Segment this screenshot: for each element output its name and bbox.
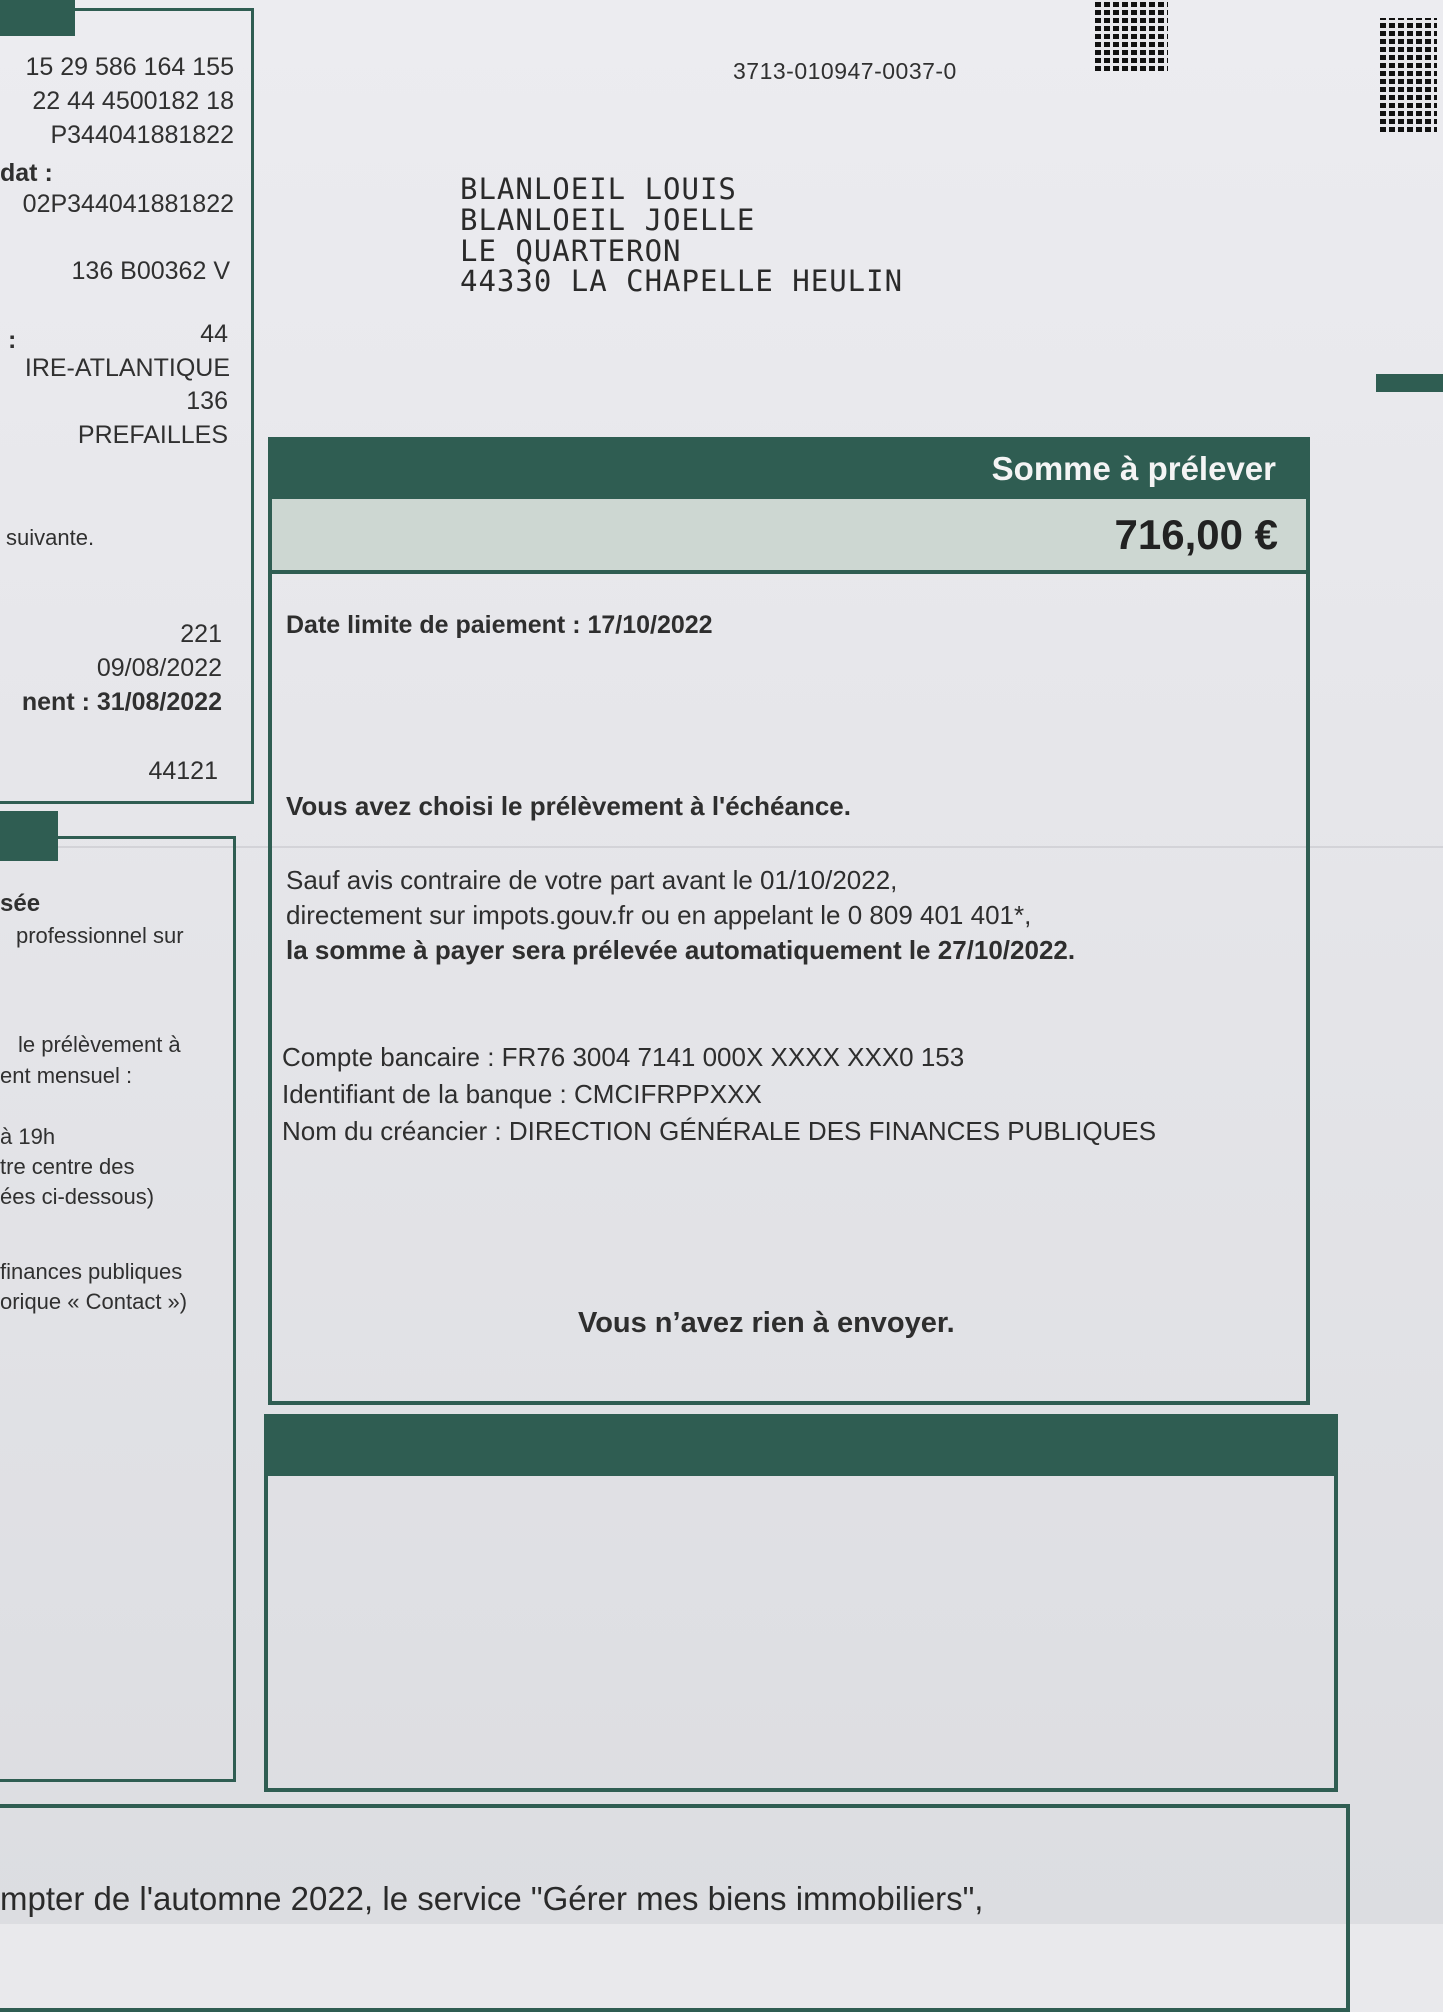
recipient-line-4: 44330 LA CHAPELLE HEULIN: [460, 264, 904, 298]
left-line: P344041881822: [50, 121, 234, 149]
left-lower-line: sée: [0, 890, 41, 917]
recipient-line-3: LE QUARTERON: [460, 234, 682, 268]
left-line: 22 44 4500182 18: [32, 87, 234, 115]
left-line: IRE-ATLANTIQUE: [24, 354, 230, 382]
left-lower-line: tre centre des: [0, 1154, 135, 1179]
qr-code-icon: [1095, 0, 1168, 71]
bank-identifier: Identifiant de la banque : CMCIFRPPXXX: [282, 1079, 762, 1109]
payment-box-header: [272, 441, 1306, 499]
bottom-text: mpter de l'automne 2022, le service "Gérer mes biens immobiliers",: [0, 1880, 984, 1917]
secondary-box-header: [268, 1418, 1334, 1476]
payment-box-title: Somme à prélever: [991, 450, 1276, 487]
margin-marker: [1376, 374, 1443, 392]
left-line: nent : 31/08/2022: [21, 688, 222, 716]
secondary-box: [264, 1414, 1338, 1792]
left-line: 136: [186, 387, 228, 415]
left-lower-line: ent mensuel :: [0, 1063, 133, 1088]
nothing-to-send: Vous n’avez rien à envoyer.: [578, 1307, 955, 1339]
left-line: :: [8, 326, 17, 354]
left-lower-line: orique « Contact »): [0, 1289, 188, 1314]
left-lower-line: professionnel sur: [16, 923, 184, 948]
left-line: 02P344041881822: [22, 190, 234, 218]
left-line: suivante.: [6, 525, 95, 550]
left-line: 44: [200, 320, 228, 348]
amount-value: 716,00 €: [1114, 511, 1278, 558]
bank-account: Compte bancaire : FR76 3004 7141 000X XXXX XXX0 153: [282, 1042, 965, 1072]
notice-line-2: directement sur impots.gouv.fr ou en appelant le 0 809 401 401*,: [286, 900, 1032, 930]
document-reference: 3713-010947-0037-0: [733, 58, 957, 84]
amount-band: [272, 499, 1306, 574]
payment-box: [268, 437, 1310, 1405]
left-line: 09/08/2022: [96, 654, 222, 682]
left-line: PREFAILLES: [77, 421, 228, 449]
recipient-line-2: BLANLOEIL JOELLE: [460, 203, 756, 237]
left-line: 136 B00362 V: [71, 257, 230, 285]
left-lower-line: le prélèvement à: [18, 1032, 181, 1057]
payment-choice: Vous avez choisi le prélèvement à l'échéance.: [286, 791, 851, 821]
recipient-line-1: BLANLOEIL LOUIS: [460, 172, 737, 206]
left-line: dat :: [0, 159, 53, 187]
due-date: Date limite de paiement : 17/10/2022: [286, 611, 713, 639]
left-lower-line: ées ci-dessous): [0, 1184, 155, 1209]
qr-code-icon: [1380, 18, 1437, 132]
notice-line-3: la somme à payer sera prélevée automatiquement le 27/10/2022.: [286, 935, 1076, 965]
left-line: 44121: [148, 757, 218, 785]
left-line: 221: [180, 620, 222, 648]
left-lower-line: à 19h: [0, 1124, 56, 1149]
left-lower-line: finances publiques: [0, 1259, 183, 1284]
notice-line-1: Sauf avis contraire de votre part avant le 01/10/2022,: [286, 865, 898, 895]
left-lower-tab: [0, 811, 58, 861]
left-panel-text: [0, 0, 234, 800]
creditor-name: Nom du créancier : DIRECTION GÉNÉRALE DES FINANCES PUBLIQUES: [282, 1116, 1157, 1146]
left-line: 15 29 586 164 155: [25, 53, 234, 81]
